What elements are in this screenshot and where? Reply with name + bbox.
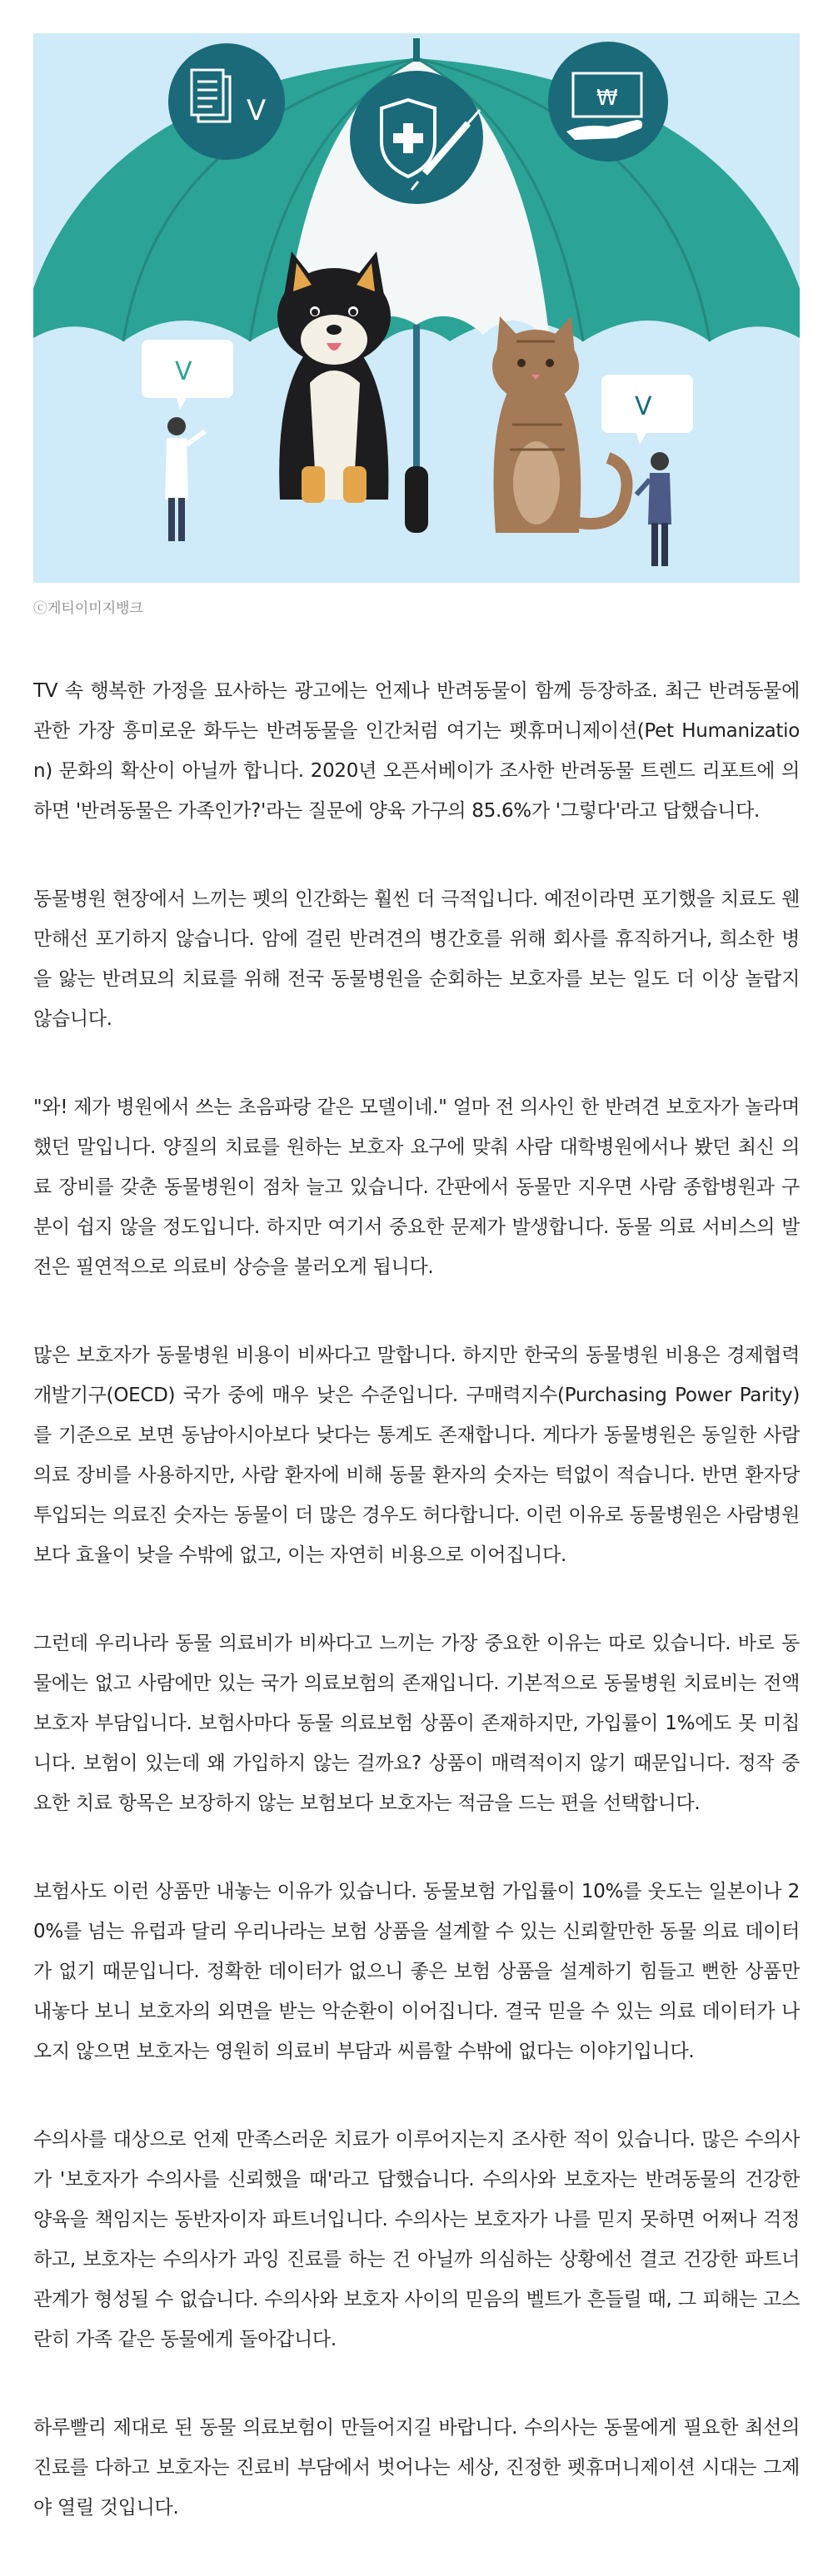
pet-owner-figure xyxy=(636,452,671,566)
article-paragraph: 수의사를 대상으로 언제 만족스러운 치료가 이루어지는지 조사한 적이 있습니다. 많은 수의사가 '보호자가 수의사를 신뢰했을 때'라고 답했습니다. 수의사와 보호자는 반려동물의 건강한 양육을 책임지는 동반자이자 파트너입니다. 수의사는 보호자가 나를 믿지 못하면 어쩌나 걱정하고, 보호자는 수의사가 과잉 진료를 하는 건 아닐까 의심하는 상황에선 결코 건강한 파트너 관계가 형성될 수 없습니다. 수의사와 보호자 사이의 믿음의 벨트가 흔들릴 때, 그 피해는 고스란히 가족 같은 동물에게 돌아갑니다. xyxy=(33,2129,800,2350)
veterinarian-figure xyxy=(165,417,205,541)
article-paragraph: TV 속 행복한 가정을 묘사하는 광고에는 언제나 반려동물이 함께 등장하죠. 최근 반려동물에 관한 가장 흥미로운 화두는 반려동물을 인간처럼 여기는 펫휴머니제이션(Pet Humanization) 문화의 확산이 아닐까 합니다. 2020년 오픈서베이가 조사한 반려동물 트렌드 리포트에 의하면 '반려동물은 가족인가?'라는 질문에 양육 가구의 85.6%가 '그렇다'라고 답했습니다. xyxy=(33,680,800,822)
article-paragraph: 그런데 우리나라 동물 의료비가 비싸다고 느끼는 가장 중요한 이유는 따로 있습니다. 바로 동물에는 없고 사람에만 있는 국가 의료보험의 존재입니다. 기본적으로 동물병원 치료비는 전액 보호자 부담입니다. 보험사마다 동물 의료보험 상품이 존재하지만, 가입률이 1%에도 못 미칩니다. 보험이 있는데 왜 가입하지 않는 걸까요? 상품이 매력적이지 않기 때문입니다. 정작 중요한 치료 항목은 보장하지 않는 보험보다 보호자는 적금을 드는 편을 선택합니다. xyxy=(33,1633,800,1814)
check-speech-bubble-icon xyxy=(142,340,233,410)
article-paragraph: 동물병원 현장에서 느끼는 펫의 인간화는 훨씬 더 극적입니다. 예전이라면 포기했을 치료도 웬만해선 포기하지 않습니다. 암에 걸린 반려견의 병간호를 위해 회사를 휴직하거나, 희소한 병을 앓는 반려묘의 치료를 위해 전국 동물병원을 순회하는 보호자를 보는 일도 더 이상 놀랍지 않습니다. xyxy=(33,888,800,1030)
article-paragraph: "와! 제가 병원에서 쓰는 초음파랑 같은 모델이네." 얼마 전 의사인 한 반려견 보호자가 놀라며 했던 말입니다. 양질의 치료를 원하는 보호자 요구에 맞춰 사람 대학병원에서나 봤던 최신 의료 장비를 갖춘 동물병원이 점차 늘고 있습니다. 간판에서 동물만 지우면 사람 종합병원과 구분이 쉽지 않을 정도입니다. 하지만 여기서 중요한 문제가 발생합니다. 동물 의료 서비스의 발전은 필연적으로 의료비 상승을 불러오게 됩니다. xyxy=(33,1097,800,1278)
umbrella-tip xyxy=(413,38,420,62)
image-credit: ⓒ게티이미지뱅크 xyxy=(33,600,143,617)
svg-text:V: V xyxy=(175,357,192,386)
document-check-icon xyxy=(168,43,285,160)
hero-illustration xyxy=(33,33,800,583)
article-paragraph: 많은 보호자가 동물병원 비용이 비싸다고 말합니다. 하지만 한국의 동물병원 비용은 경제협력개발기구(OECD) 국가 중에 매우 낮은 수준입니다. 구매력지수(Purchasing Power Parity)를 기준으로 보면 동남아시아보다 낮다는 통계도 존재합니다. 게다가 동물병원은 동일한 사람 의료 장비를 사용하지만, 사람 환자에 비해 동물 환자의 숫자는 턱없이 적습니다. 반면 환자당 투입되는 의료진 숫자는 동물이 더 많은 경우도 허다합니다. 이런 이유로 동물병원은 사람병원보다 효율이 낮을 수밖에 없고, 이는 자연히 비용으로 이어집니다. xyxy=(33,1345,800,1566)
article-body xyxy=(33,671,800,2576)
medical-shield-syringe-icon xyxy=(350,71,483,204)
article-paragraph: 보험사도 이런 상품만 내놓는 이유가 있습니다. 동물보험 가입률이 10%를 웃도는 일본이나 20%를 넘는 유럽과 달리 우리나라는 보험 상품을 설계할 수 있는 신뢰할만한 동물 의료 데이터가 없기 때문입니다. 정확한 데이터가 없으니 좋은 보험 상품을 설계하기 힘들고 뻔한 상품만 내놓다 보니 보호자의 외면을 받는 악순환이 이어집니다. 결국 믿을 수 있는 의료 데이터가 나오지 않으면 보호자는 영원히 의료비 부담과 씨름할 수밖에 없다는 이야기입니다. xyxy=(33,1881,800,2062)
svg-text:V: V xyxy=(635,392,652,421)
shiba-dog-illustration xyxy=(277,251,391,503)
umbrella-pets-illustration xyxy=(33,33,800,583)
svg-text:₩: ₩ xyxy=(596,86,618,111)
payment-won-icon xyxy=(548,42,668,162)
article-paragraph: 하루빨리 제대로 된 동물 의료보험이 만들어지길 바랍니다. 수의사는 동물에게 필요한 최선의 진료를 다하고 보호자는 진료비 부담에서 벗어나는 세상, 진정한 펫휴머니제이션 시대는 그제야 열릴 것입니다. xyxy=(33,2417,800,2519)
umbrella-handle xyxy=(405,466,428,533)
svg-text:V: V xyxy=(247,94,267,127)
check-speech-bubble-icon xyxy=(601,375,693,445)
